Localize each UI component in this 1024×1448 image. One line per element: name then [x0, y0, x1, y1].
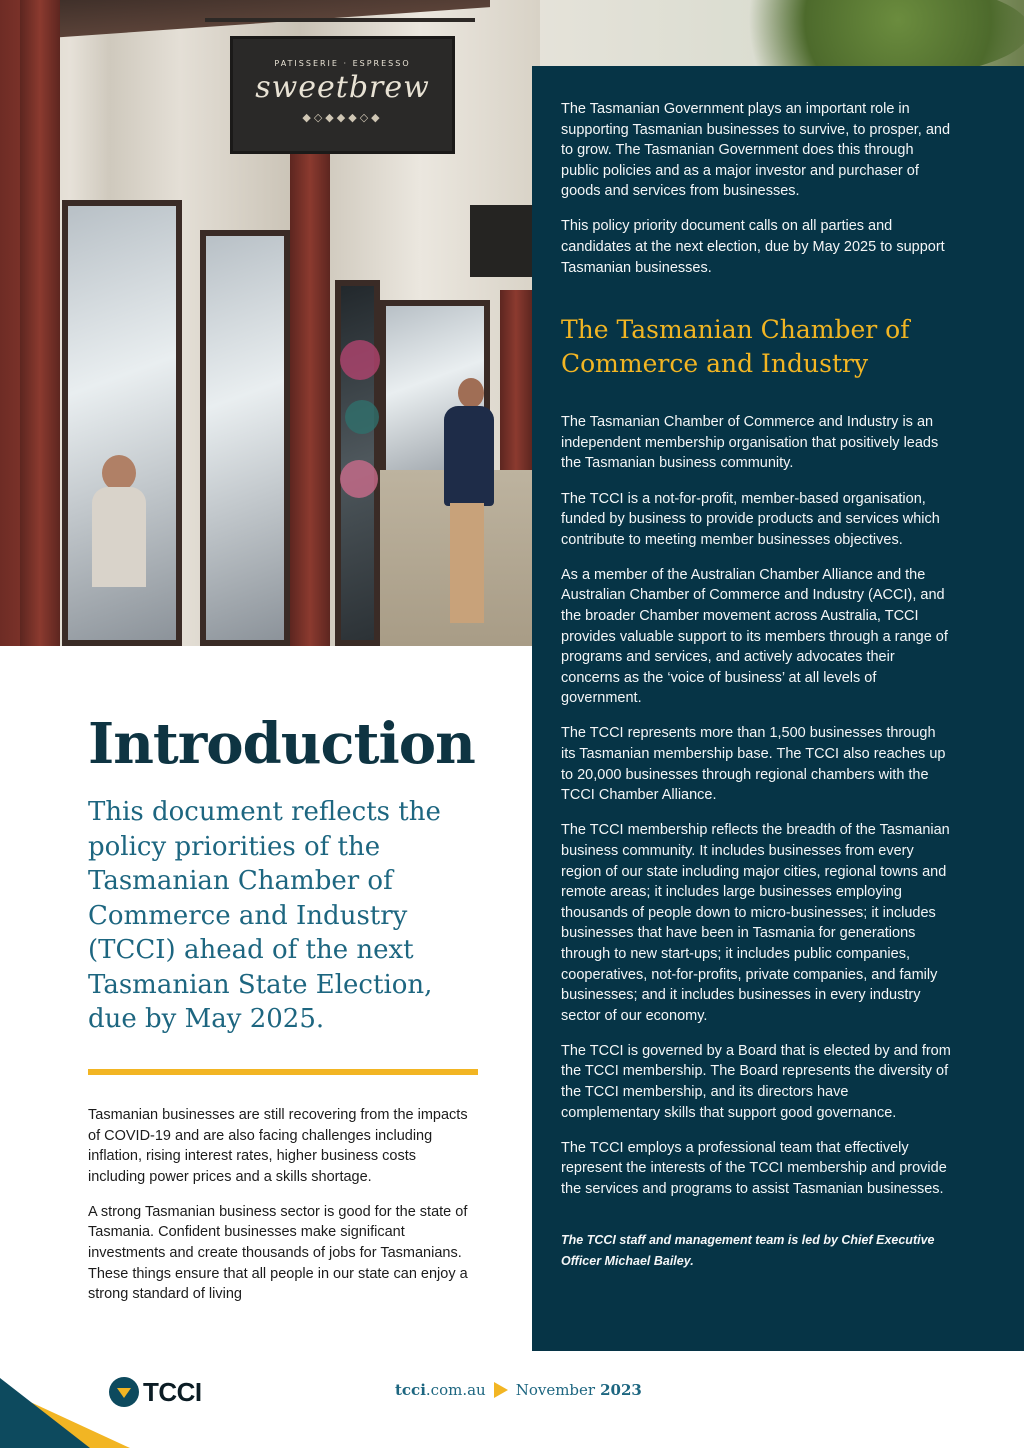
shop-sign-secondary — [470, 205, 540, 277]
panel-paragraph: The TCCI membership reflects the breadth of the Tasmanian business community. It includes businesses from every region of our state including major cities, regional towns and remote areas; it includes large businesses employing thousands of people down to micro-businesses; it includes businesses that have been in Tasmania for generations through to new start-ups; it includes public companies, cooperatives, not-for-profits, private companies, and family businesses; and it includes businesses in every industry sector of our economy. — [561, 822, 950, 1024]
sign-brand: sweetbrew — [255, 70, 430, 105]
photo-child — [88, 455, 148, 585]
tcci-info-panel — [532, 66, 1024, 1351]
photo-column — [20, 0, 60, 646]
footer-month: November — [515, 1381, 596, 1399]
tcci-logo — [109, 1376, 202, 1408]
intro-body — [88, 1105, 473, 1319]
sign-top-line: PATISSERIE · ESPRESSO — [274, 59, 411, 68]
photo-flowers — [340, 340, 380, 380]
intro-lead: This document reflects the policy priorities of the Tasmanian Chamber of Commerce and Industry (TCCI) ahead of the next Tasmanian State Election, due by May 2025. — [88, 797, 441, 1034]
shop-sign — [230, 36, 455, 154]
panel-intro-paragraph: The Tasmanian Government plays an important role in supporting Tasmanian businesses to survive, to prosper, and to grow. The Tasmanian Government does this through public policies and as a major investor and purchaser of goods and services from businesses. — [561, 101, 951, 200]
panel-paragraph: The Tasmanian Chamber of Commerce and Industry is an independent membership organisation that positively leads the Tasmanian business community. — [561, 414, 939, 472]
panel-paragraph: As a member of the Australian Chamber Alliance and the Australian Chamber of Commerce and Industry (ACCI), and the broader Chamber movement across Australia, TCCI provides valuable support to its members through a range of programs and services, and actively advocates their concerns as the ‘voice of business’ at all levels of government. — [561, 566, 948, 707]
photo-flowers — [340, 460, 378, 498]
footer-meta — [395, 1381, 642, 1399]
photo-window — [200, 230, 290, 646]
panel-intro-paragraph: This policy priority document calls on all parties and candidates at the next election, due by May 2025 to support Tasmanian businesses. — [561, 218, 945, 276]
logo-text: TCCI — [143, 1376, 202, 1407]
footer-site-domain[interactable]: .com.au — [425, 1381, 486, 1399]
intro-paragraph: Tasmanian businesses are still recovering from the impacts of COVID-19 and are also facing challenges including inflation, rising interest rates, higher business costs including power prices and a skills shortage. — [88, 1107, 468, 1185]
panel-paragraph: The TCCI is a not-for-profit, member-based organisation, funded by business to provide products and services which contribute to meeting member businesses objectives. — [561, 490, 940, 548]
footer-year: 2023 — [600, 1381, 642, 1399]
panel-paragraph: The TCCI employs a professional team that effectively represent the interests of the TCCI membership and provide the services and programs to assist Tasmanian businesses. — [561, 1139, 947, 1197]
panel-paragraph: The TCCI represents more than 1,500 businesses through its Tasmanian membership base. The TCCI also reaches up to 20,000 businesses through regional chambers with the TCCI Chamber Alliance. — [561, 725, 946, 804]
logo-mark-icon — [109, 1377, 139, 1407]
sign-bracket — [205, 18, 475, 22]
divider-rule — [88, 1069, 478, 1075]
photo-flowers — [345, 400, 379, 434]
page-title: Introduction — [88, 711, 475, 777]
panel-heading: The Tasmanian Chamber of Commerce and Industry — [561, 315, 910, 379]
footer-site-name[interactable]: tcci — [395, 1381, 426, 1399]
panel-paragraph: The TCCI is governed by a Board that is elected by and from the TCCI membership. The Board represents the diversity of the TCCI membership, and its directors have complementary skills that support good governance. — [561, 1042, 951, 1121]
intro-paragraph: A strong Tasmanian business sector is good for the state of Tasmania. Confident businesses make significant investments and create thousands of jobs for Tasmanians. These things ensure that all people in our state can enjoy a strong standard of living — [88, 1203, 468, 1303]
photo-column — [290, 150, 330, 646]
sign-decoration: ◆◇◆◆◆◇◆ — [302, 111, 383, 124]
triangle-arrow-icon — [494, 1382, 508, 1398]
photo-pedestrian — [440, 378, 496, 628]
panel-note: The TCCI staff and management team is led by Chief Executive Officer Michael Bailey. — [561, 1233, 935, 1269]
